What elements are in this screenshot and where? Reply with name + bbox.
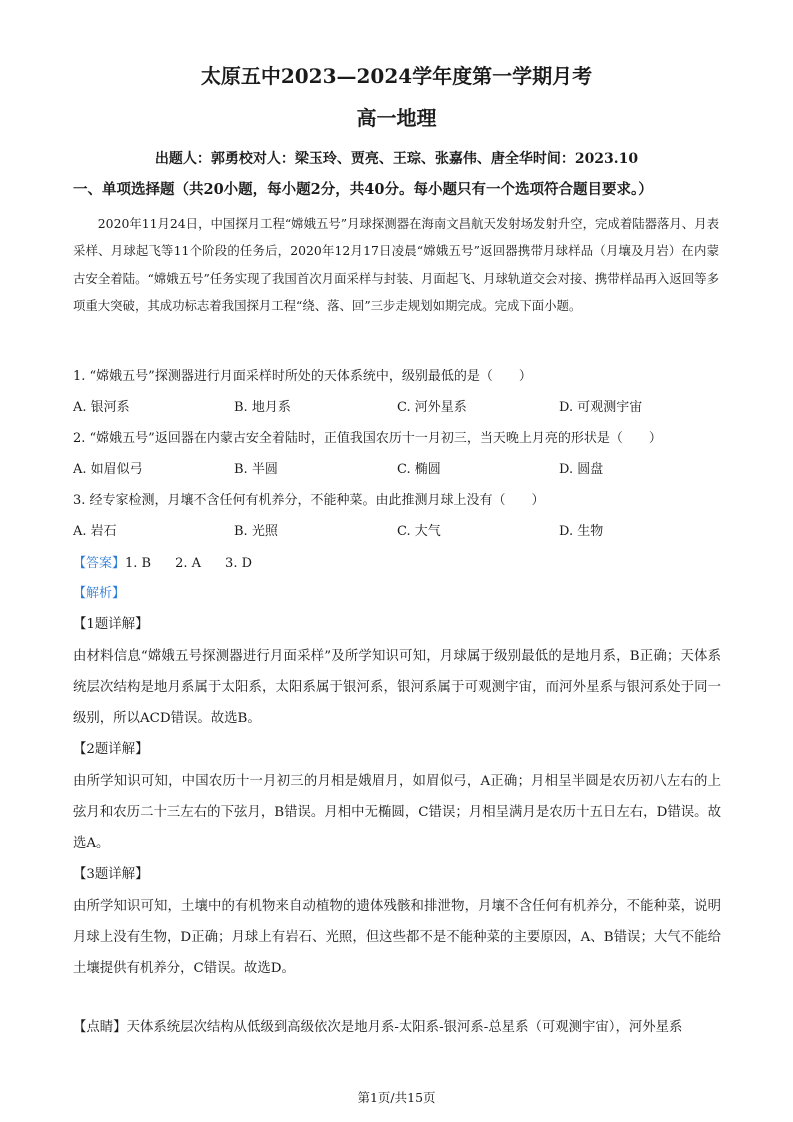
q1-option-d: D. 可观测宇宙: [559, 400, 643, 415]
page-number: 第1页/共15页: [357, 1090, 436, 1105]
question-1-stem: 1. “嫦娥五号”探测器进行月面采样时所处的天体系统中，级别最低的是（ ）: [73, 369, 532, 384]
q3-detail-heading: 【3题详解】: [73, 867, 149, 882]
author-line: 出题人：郭勇校对人：梁玉玲、贾亮、王琮、张嘉伟、唐全华时间：2023.10: [154, 151, 639, 167]
section-heading: 一、单项选择题（共20小题，每小题2分，共40分。每小题只有一个选项符合题目要求。）: [73, 181, 653, 198]
tip-text: 天体系统层次结构从低级到高级依次是地月系-太阳系-银河系-总星系（可观测宇宙），河外星系: [126, 1020, 683, 1035]
q3-option-c: C. 大气: [397, 524, 441, 539]
q2-option-d: D. 圆盘: [559, 462, 604, 477]
q1-option-b: B. 地月系: [234, 400, 291, 415]
question-3-stem: 3. 经专家检测，月壤不含任何有机养分，不能种菜。由此推测月球上没有（ ）: [73, 493, 545, 508]
q2-detail-heading: 【2题详解】: [73, 742, 149, 757]
q2-option-c: C. 椭圆: [397, 462, 441, 477]
q3-option-a: A. 岩石: [73, 524, 117, 539]
q2-detail-text: 由所学知识可知，中国农历十一月初三的月相是娥眉月，如眉似弓，A正确；月相呈半圆是农历初八左右的上弦月和农历二十三左右的下弦月，B错误。月相中无椭圆，C错误；月相呈满月是农历十五日左右，D错误。故选A。: [73, 774, 721, 852]
answer-item-1: 1. B: [125, 556, 152, 571]
q1-option-c: C. 河外星系: [397, 400, 467, 415]
answer-label: 【答案】: [73, 556, 126, 571]
answer-line: [73, 555, 276, 573]
tip-line: [73, 1019, 733, 1037]
question-2-stem: 2. “嫦娥五号”返回器在内蒙古安全着陆时，正值我国农历十一月初三，当天晚上月亮的形状是（ ）: [73, 431, 662, 446]
exam-title: 太原五中2023—2024学年度第一学期月考: [200, 64, 593, 88]
reading-passage: 2020年11月24日，中国探月工程“嫦娥五号”月球探测器在海南文昌航天发射场发射升空，完成着陆器落月、月表采样、月球起飞等11个阶段的任务后，2020年12月17日凌晨“嫦娥五号”返回器携带月球样品（月壤及月岩）在内蒙古安全着陆。“嫦娥五号”任务实现了我国首次月面采样与封装、月面起飞、月球轨道交会对接、携带样品再入返回等多项重大突破，其成功标志着我国探月工程“绕、落、回”三步走规划如期完成。完成下面小题。: [73, 216, 719, 314]
q1-detail-heading: 【1题详解】: [73, 617, 149, 632]
q3-option-d: D. 生物: [559, 524, 604, 539]
q1-detail-text: 由材料信息“嫦娥五号探测器进行月面采样”及所学知识可知，月球属于级别最低的是地月系，B正确；天体系统层次结构是地月系属于太阳系，太阳系属于银河系，银河系属于可观测宇宙，而河外星系与银河系处于同一级别，所以ACD错误。故选B。: [73, 649, 721, 727]
q3-detail-text: 由所学知识可知，土壤中的有机物来自动植物的遗体残骸和排泄物，月壤不含任何有机养分，不能种菜，说明月球上没有生物，D正确；月球上有岩石、光照，但这些都不是不能种菜的主要原因，A、B错误；大气不能给土壤提供有机养分，C错误。故选D。: [73, 899, 721, 977]
q1-option-a: A. 银河系: [73, 400, 130, 415]
q3-option-b: B. 光照: [234, 524, 278, 539]
answer-item-3: 3. D: [225, 556, 253, 571]
analysis-label: 【解析】: [73, 586, 126, 601]
q2-option-a: A. 如眉似弓: [73, 462, 143, 477]
tip-label: 【点睛】: [73, 1020, 127, 1035]
subject-title: 高一地理: [356, 106, 437, 130]
answer-item-2: 2. A: [175, 556, 202, 571]
q2-option-b: B. 半圆: [234, 462, 278, 477]
